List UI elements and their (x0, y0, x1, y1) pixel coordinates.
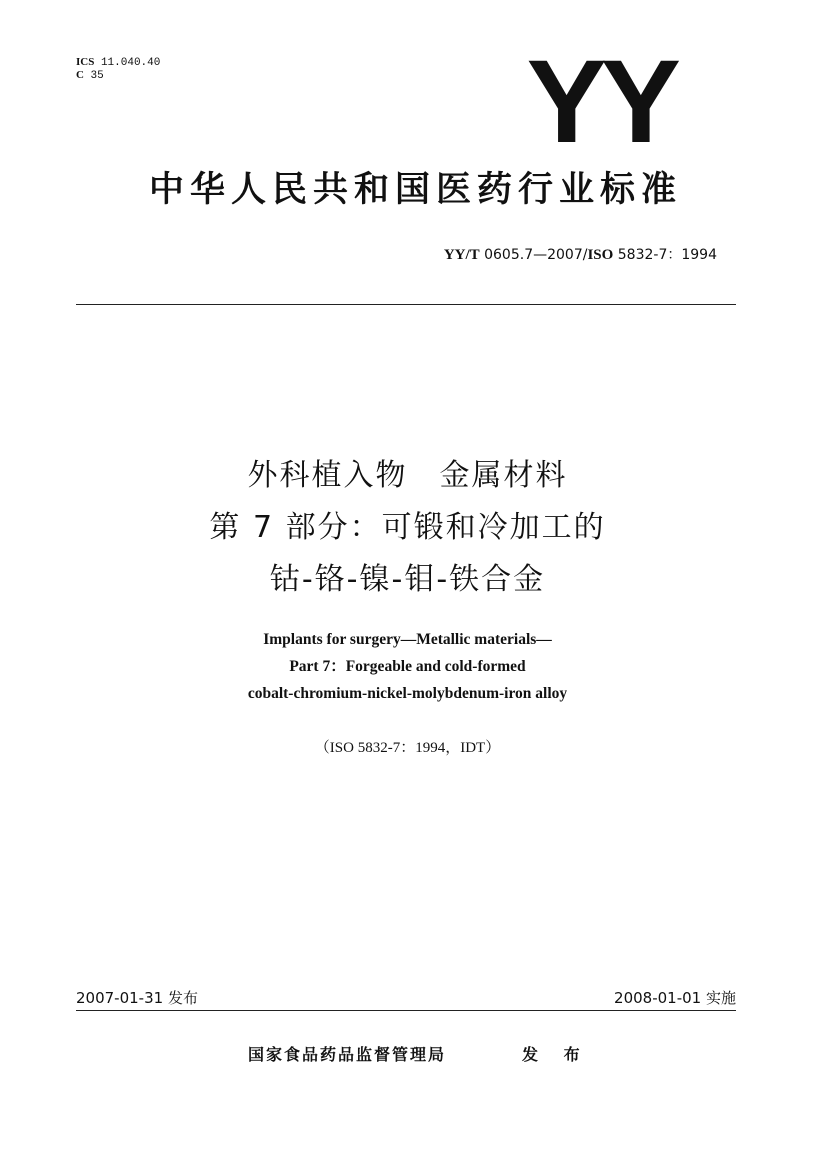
issue-date: 2007-01-31 发布 (76, 989, 198, 1007)
publish-label: 发 布 (522, 1045, 590, 1064)
iso-equivalence: （ISO 5832-7：1994，IDT） (314, 740, 501, 756)
title-en-line2: Part 7：Forgeable and cold-formed (289, 658, 526, 675)
ics-code: ICS 11.040.40 (76, 56, 161, 69)
publisher-name: 国家食品药品监督管理局 (248, 1045, 447, 1064)
title-zh-line1: 外科植入物 金属材料 (247, 458, 568, 493)
standard-logo: YY (526, 36, 675, 168)
header-divider (76, 304, 736, 305)
title-zh-line3: 钴-铬-镍-钼-铁合金 (269, 562, 546, 597)
issuing-category-title: 中华人民共和国医药行业标准 (148, 170, 682, 210)
ccs-code: C 35 (76, 69, 104, 82)
footer-divider (76, 1010, 736, 1011)
title-en-line1: Implants for surgery—Metallic materials— (263, 631, 552, 648)
implementation-date: 2008-01-01 实施 (614, 989, 736, 1007)
title-en-line3: cobalt-chromium-nickel-molybdenum-iron alloy (247, 685, 568, 702)
title-zh-line2: 第 7 部分：可锻和冷加工的 (209, 510, 606, 545)
standard-number: YY/T 0605.7—2007/ISO 5832-7：1994 (443, 247, 717, 263)
